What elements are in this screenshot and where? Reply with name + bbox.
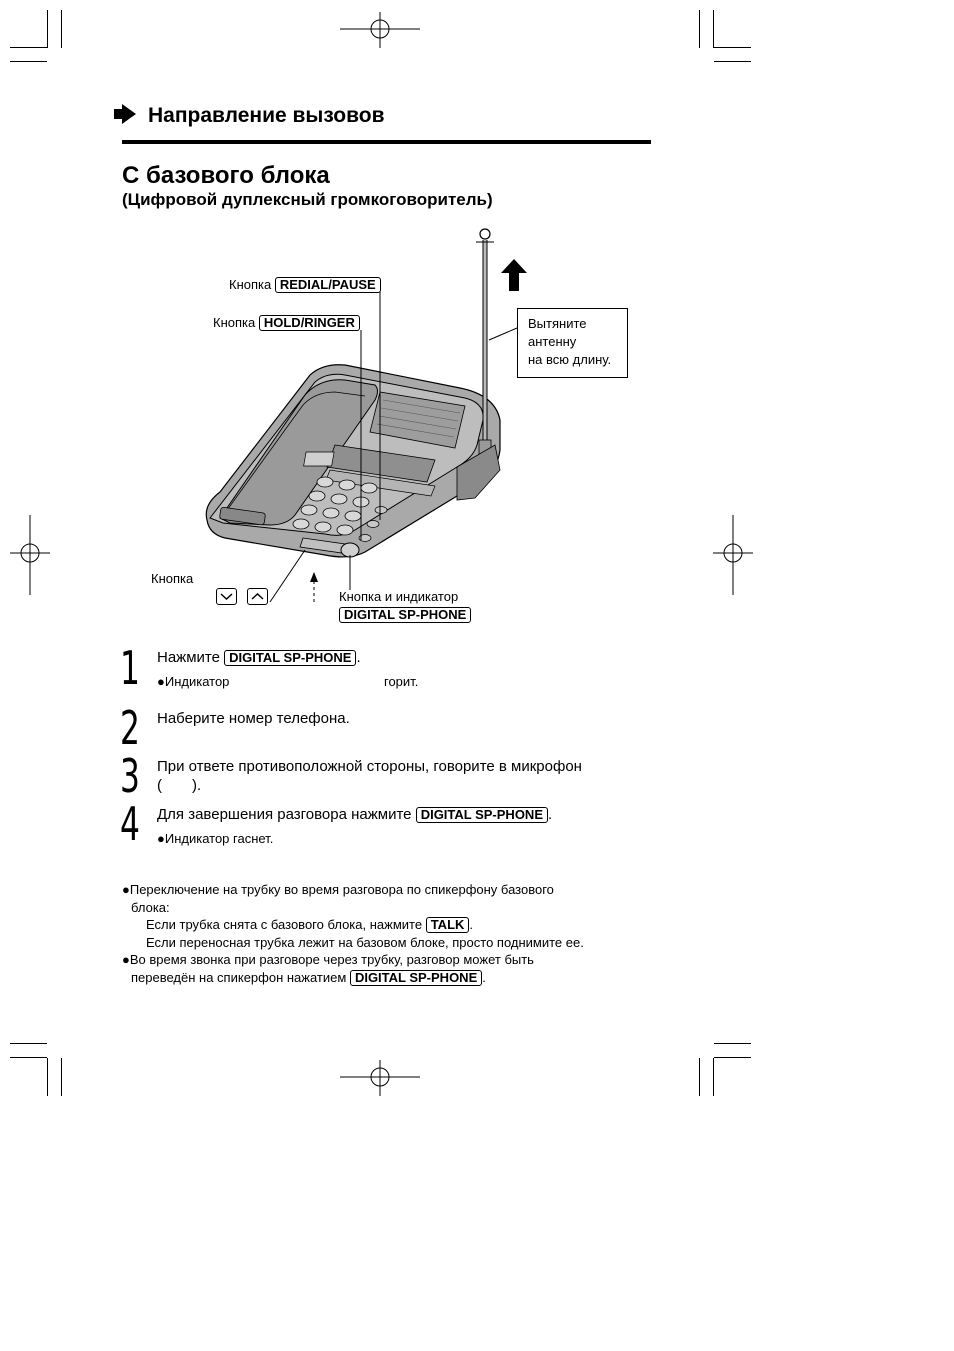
step-text-3b: ( (157, 777, 162, 794)
section-heading (122, 104, 384, 128)
digital-sp-phone-key: DIGITAL SP-PHONE (339, 607, 471, 623)
hold-ringer-key: HOLD/RINGER (259, 315, 360, 331)
hold-label: Кнопка HOLD/RINGER (213, 315, 360, 331)
page-subtitle: (Цифровой дуплексный громкоговоритель) (122, 190, 493, 209)
step-text-3: При ответе противоположной стороны, говорите в микрофон (157, 758, 582, 775)
section-arrow-icon (122, 104, 136, 124)
redial-label: Кнопка REDIAL/PAUSE (229, 277, 381, 293)
note-digital-key: DIGITAL SP-PHONE (350, 970, 482, 986)
step-number-1: 1 (120, 641, 140, 695)
antenna-callout: Вытяните антенну на всю длину. (517, 308, 628, 378)
step-text-3c: ). (192, 777, 202, 794)
up-arrow-icon (500, 258, 528, 292)
step-number-4: 4 (120, 797, 140, 851)
down-chevron-icon (216, 588, 237, 605)
step-text-2: Наберите номер телефона. (157, 710, 350, 727)
registration-mark-top (340, 12, 420, 48)
step-1-sub-b: горит. (384, 674, 419, 689)
digital-label: Кнопка и индикатор (339, 589, 459, 604)
step-number-3: 3 (120, 749, 140, 803)
step-text-4: Для завершения разговора нажмите DIGITAL SP-PHONE . (157, 806, 553, 823)
digital-key-label (339, 607, 471, 623)
phone-illustration (195, 220, 535, 560)
section-title: Направление вызовов (148, 104, 385, 127)
header-rule (122, 140, 651, 144)
step-number-2: 2 (120, 701, 140, 755)
talk-key: TALK (426, 917, 470, 933)
step1-key: DIGITAL SP-PHONE (224, 650, 356, 666)
step-1-sub-a: ●Индикатор (157, 674, 230, 689)
notes: ●Переключение на трубку во время разговора по спикерфону базового блока: Если трубка снята с базового блока, нажмите TALK . Если переносная трубка лежит на базовом блоке, просто поднимите ее. ●Во время звонка при разговоре через трубку, разговор может быть переведён на спикерфон нажатием DIGITAL SP-PHONE . (122, 882, 584, 985)
registration-mark-right (713, 515, 753, 595)
step4-key: DIGITAL SP-PHONE (416, 807, 548, 823)
step-text-1: Нажмите DIGITAL SP-PHONE . (157, 649, 361, 666)
step-4-sub: ●Индикатор гаснет. (157, 831, 274, 846)
up-chevron-icon (247, 588, 268, 605)
registration-mark-bottom (340, 1060, 420, 1096)
registration-mark-left (10, 515, 50, 595)
volume-buttons (216, 588, 268, 606)
redial-pause-key: REDIAL/PAUSE (275, 277, 381, 293)
page-title: С базового блока (122, 162, 330, 189)
volume-label: Кнопка (151, 571, 194, 586)
